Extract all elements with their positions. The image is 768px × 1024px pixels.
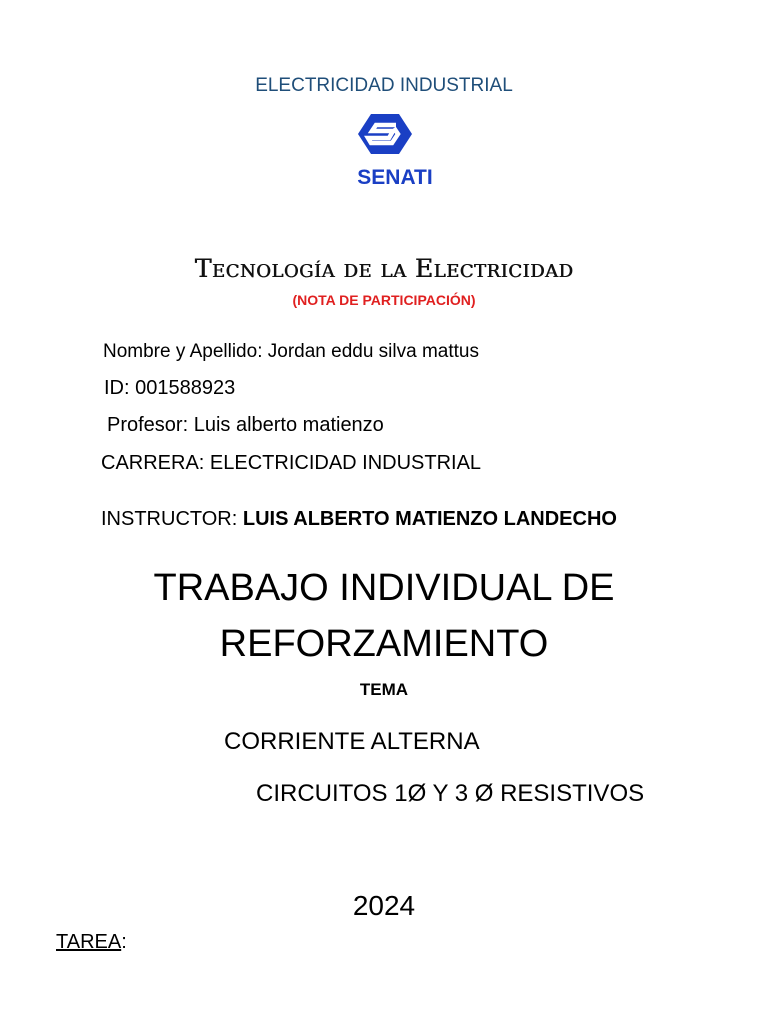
tema-label: TEMA	[359, 680, 409, 699]
participation-note: (NOTA DE PARTICIPACIÓN)	[292, 292, 476, 308]
assignment-title-line1: TRABAJO INDIVIDUAL DE	[153, 567, 615, 609]
assignment-title-line2: REFORZAMIENTO	[219, 623, 549, 665]
instructor-label: INSTRUCTOR:	[101, 508, 238, 530]
course-title: Tecnología de la Electricidad	[194, 254, 574, 283]
tarea-label: TAREA	[56, 931, 122, 953]
topic-line1: CORRIENTE ALTERNA	[224, 728, 480, 755]
department-heading: ELECTRICIDAD INDUSTRIAL	[255, 75, 513, 96]
tarea-colon: :	[121, 931, 127, 953]
professor-line: Profesor: Luis alberto matienzo	[107, 414, 384, 436]
career-line: CARRERA: ELECTRICIDAD INDUSTRIAL	[101, 452, 482, 474]
senati-logo	[349, 108, 445, 192]
year: 2024	[352, 890, 416, 921]
tarea-line	[56, 931, 127, 954]
instructor-name: LUIS ALBERTO MATIENZO LANDECHO	[242, 508, 617, 530]
instructor-line	[101, 508, 617, 531]
senati-logo-text: SENATI	[357, 166, 433, 189]
senati-logo-icon	[349, 108, 445, 192]
student-id-line: ID: 001588923	[104, 377, 236, 399]
topic-line2: CIRCUITOS 1Ø Y 3 Ø RESISTIVOS	[256, 780, 645, 807]
student-name-line: Nombre y Apellido: Jordan eddu silva mattus	[103, 341, 479, 362]
